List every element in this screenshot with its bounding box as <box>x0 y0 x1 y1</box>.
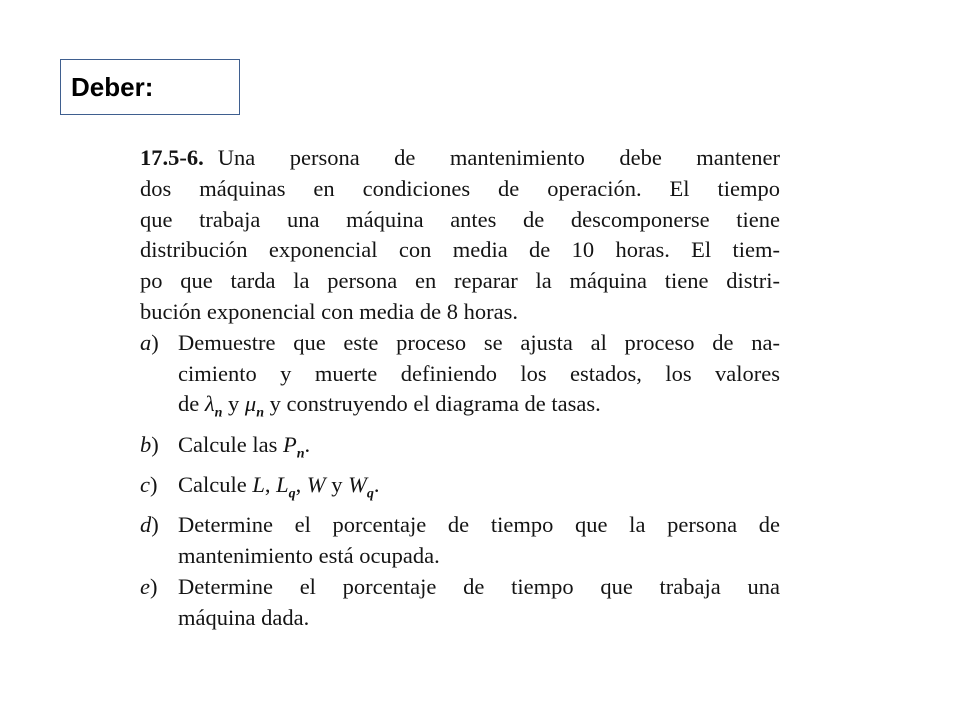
item-d-label: d) <box>140 512 159 538</box>
item-e-line-1: Determine el porcentaje de tiempo que trabaja una <box>178 573 780 599</box>
lambda-symbol: λ <box>204 391 215 417</box>
l-symbol: L <box>252 471 265 497</box>
item-d-line-1: Determine el porcentaje de tiempo que la persona de <box>178 512 780 538</box>
item-e-label: e) <box>140 573 158 599</box>
lq-symbol: L <box>276 471 289 497</box>
item-a <box>140 328 780 430</box>
intro-line-5: po que tarda la persona en reparar la máquina tiene distri- <box>140 268 780 294</box>
intro-line-4: distribución exponencial con media de 10 horas. El tiem- <box>140 237 780 263</box>
item-b <box>140 430 780 470</box>
problem-number: 17.5-6. <box>140 145 204 170</box>
w-symbol: W <box>306 471 326 497</box>
homework-title: Deber: <box>71 71 154 102</box>
item-a-line-2: cimiento y muerte definiendo los estados, los valores <box>178 360 780 386</box>
intro-line-3: que trabaja una máquina antes de descomponerse tiene <box>140 206 780 232</box>
item-a-label: a) <box>140 329 159 355</box>
item-d-line-2: mantenimiento está ocupada. <box>178 543 440 569</box>
item-c-label: c) <box>140 471 158 497</box>
item-d <box>140 510 780 572</box>
mu-symbol: μ <box>244 391 257 417</box>
homework-title-box <box>60 59 240 115</box>
intro-line-6: bución exponencial con media de 8 horas. <box>140 298 518 324</box>
item-a-line-3: de $\lambda_n$ y $\mu_n$ y construyendo el diagrama de tasas. <box>178 391 601 421</box>
intro-line-2: dos máquinas en condiciones de operación. El tiempo <box>140 175 780 201</box>
wq-symbol: W <box>348 471 367 497</box>
item-c <box>140 470 780 510</box>
item-c-line-1: Calcule L, $L_q$, W y $W_q$. <box>178 471 380 502</box>
item-a-line-1: Demuestre que este proceso se ajusta al proceso de na- <box>178 329 780 355</box>
intro-line-1: 17.5-6. Una persona de mantenimiento debe mantener <box>140 145 780 170</box>
item-e-line-2: máquina dada. <box>178 604 310 630</box>
item-b-line-1: Calcule las $P_n$. <box>178 431 311 462</box>
item-b-label: b) <box>140 431 159 457</box>
problem-statement <box>140 143 780 633</box>
p-symbol: P <box>282 431 297 457</box>
item-e <box>140 572 780 634</box>
